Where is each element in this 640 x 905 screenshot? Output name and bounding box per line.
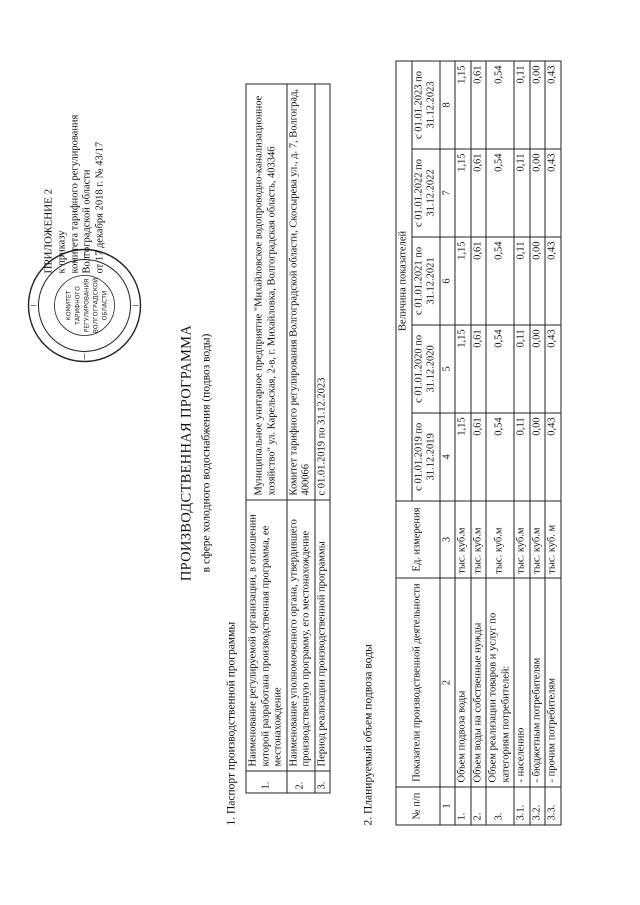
passport-row-label: Период реализации производственной программы <box>314 500 330 771</box>
row-unit: тыс. куб.м <box>486 500 514 577</box>
period-header: с 01.01.2023 по 31.12.2023 <box>411 61 439 149</box>
row-value: 0,11 <box>514 236 530 324</box>
row-value: 0,61 <box>470 61 486 149</box>
row-num: 2. <box>470 786 486 824</box>
passport-row <box>246 84 287 793</box>
passport-row <box>314 84 330 793</box>
column-number: 7 <box>439 149 455 237</box>
table-row <box>486 61 514 825</box>
row-indicator: Объем подвоза воды <box>455 578 471 787</box>
row-unit: тыс. куб.м <box>455 500 471 577</box>
passport-row-num: 3. <box>314 771 330 793</box>
column-number: 5 <box>439 324 455 412</box>
col-head-unit: Ед. измерения <box>396 500 440 577</box>
section2-heading: 2. Планируемый объем подвоза воды <box>362 643 374 825</box>
row-value: 0,00 <box>529 412 545 500</box>
stamp-line-1: КОМИТЕТ <box>65 290 72 320</box>
row-unit: тыс. куб. м <box>545 500 561 577</box>
order-to: к приказу <box>56 230 67 273</box>
row-value: 1,15 <box>455 412 471 500</box>
table-row <box>529 61 545 825</box>
table-row <box>545 61 561 825</box>
passport-row-label: Наименование регулируемой организации, в отношении которой разработана производственная программа, ее местонахождение <box>246 500 287 771</box>
row-value: 0,43 <box>545 149 561 237</box>
column-number: 6 <box>439 236 455 324</box>
period-header: с 01.01.2022 по 31.12.2022 <box>411 149 439 237</box>
row-value: 0,61 <box>470 412 486 500</box>
row-unit: тыс. куб.м <box>470 500 486 577</box>
order-org-line2: Волгоградской области <box>81 168 92 273</box>
column-number: 3 <box>439 500 455 577</box>
passport-row-num: 1. <box>246 771 287 793</box>
col-head-values: Величина показателей <box>396 61 412 501</box>
row-value: 0,11 <box>514 412 530 500</box>
order-org-line1: комитета тарифного регулирования <box>68 114 80 273</box>
row-value: 0,00 <box>529 324 545 412</box>
row-unit: тыс. куб.м <box>529 500 545 577</box>
column-number: 4 <box>439 412 455 500</box>
row-value: 1,15 <box>455 149 471 237</box>
row-value: 1,15 <box>455 236 471 324</box>
period-header: с 01.01.2021 по 31.12.2021 <box>411 236 439 324</box>
row-value: 1,15 <box>455 324 471 412</box>
row-value: 0,43 <box>545 236 561 324</box>
section1-heading: 1. Паспорт производственной программы <box>225 621 237 825</box>
row-value: 0,54 <box>486 149 514 237</box>
column-number: 8 <box>439 61 455 149</box>
row-value: 0,00 <box>529 149 545 237</box>
stamp-line-2: ТАРИФНОГО <box>74 285 81 325</box>
passport-row-label: Наименование уполномоченного органа, утвердившего производственную программу, его местонахождение <box>286 500 314 771</box>
stamp-line-3: РЕГУЛИРОВАНИЯ <box>83 278 90 332</box>
passport-row-value: Муниципальное унитарное предприятие "Михайловское водопроводно-канализационное хозяйство" ул. Карельская, 2-в, г. Михайловка, Волгоградская область, 403346 <box>246 84 287 500</box>
passport-row-num: 2. <box>286 771 314 793</box>
passport-row-value: с 01.01.2019 по 31.12.2023 <box>314 84 330 500</box>
row-indicator: - населению <box>514 578 530 787</box>
row-value: 1,15 <box>455 61 471 149</box>
row-value: 0,43 <box>545 61 561 149</box>
row-num: 1. <box>455 786 471 824</box>
row-value: 0,61 <box>470 236 486 324</box>
official-seal-stamp <box>24 245 144 365</box>
passport-row <box>286 84 314 793</box>
row-value: 0,43 <box>545 324 561 412</box>
row-value: 0,54 <box>486 324 514 412</box>
row-num: 3.3. <box>545 786 561 824</box>
row-num: 3. <box>486 786 514 824</box>
row-value: 0,54 <box>486 61 514 149</box>
col-head-indicator: Показатели производственной деятельности <box>396 578 440 787</box>
row-num: 3.2. <box>529 786 545 824</box>
period-header: с 01.01.2019 по 31.12.2019 <box>411 412 439 500</box>
stamp-line-4: ВОЛГОГРАДСКОЙ <box>92 277 99 333</box>
row-num: 3.1. <box>514 786 530 824</box>
appendix-label: ПРИЛОЖЕНИЕ 2 <box>42 188 54 273</box>
row-value: 0,54 <box>486 412 514 500</box>
row-value: 0,43 <box>545 412 561 500</box>
passport-row-value: Комитет тарифного регулирования Волгоградской области, Скосырева ул., д. 7, Волгоград, 400066 <box>286 84 314 500</box>
row-value: 0,00 <box>529 236 545 324</box>
row-value: 0,11 <box>514 61 530 149</box>
row-value: 0,11 <box>514 149 530 237</box>
row-value: 0,54 <box>486 236 514 324</box>
row-indicator: Объем реализации товаров и услуг по категориям потребителей: <box>486 578 514 787</box>
column-number: 1 <box>439 786 455 824</box>
page-subtitle: в сфере холодного водоснабжения (подвоз воды) <box>200 333 212 572</box>
water-volume-table <box>395 60 561 825</box>
table-row <box>455 61 471 825</box>
column-number: 2 <box>439 578 455 787</box>
row-value: 0,11 <box>514 324 530 412</box>
col-head-num: № п/п <box>396 786 440 824</box>
page-title: ПРОИЗВОДСТВЕННАЯ ПРОГРАММА <box>178 324 194 581</box>
row-value: 0,61 <box>470 324 486 412</box>
order-date-number: от 17 декабря 2018 г. № 43/17 <box>93 141 105 273</box>
row-unit: тыс. куб.м <box>514 500 530 577</box>
period-header: с 01.01.2020 по 31.12.2020 <box>411 324 439 412</box>
row-value: 0,61 <box>470 149 486 237</box>
table-row <box>514 61 530 825</box>
row-indicator: - бюджетным потребителям <box>529 578 545 787</box>
passport-table <box>245 83 330 793</box>
row-indicator: - прочим потребителям <box>545 578 561 787</box>
row-indicator: Объем воды на собственные нужды <box>470 578 486 787</box>
row-value: 0,00 <box>529 61 545 149</box>
stamp-line-5: ОБЛАСТИ <box>101 290 108 320</box>
table-row <box>470 61 486 825</box>
